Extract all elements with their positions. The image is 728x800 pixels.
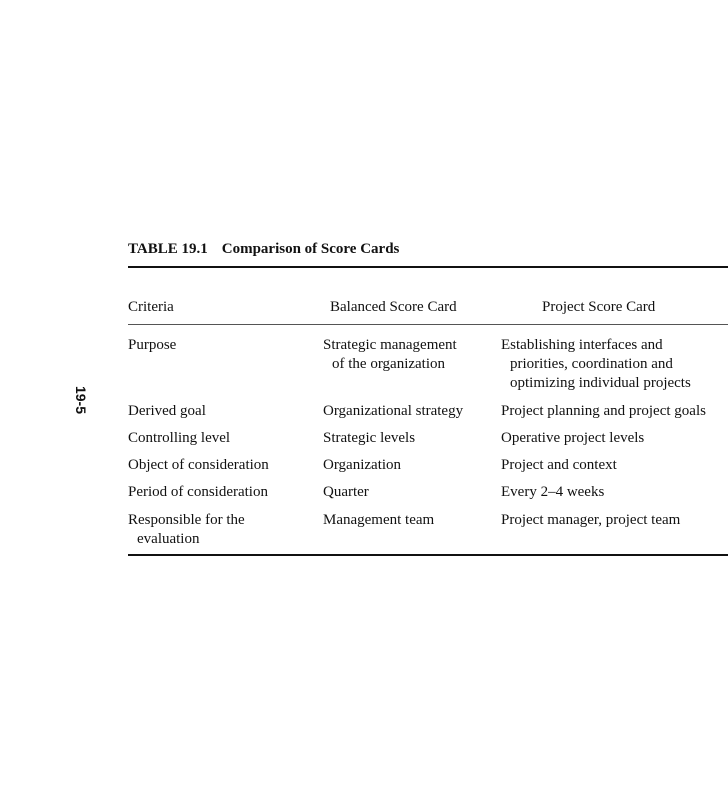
table-bottom-rule bbox=[128, 554, 728, 556]
criteria-cell: Controlling level bbox=[128, 430, 231, 446]
table-caption bbox=[128, 238, 728, 260]
table-title: Comparison of Score Cards bbox=[221, 241, 400, 257]
project-cell: Project planning and project goals bbox=[501, 403, 706, 419]
balanced-cell: Quarter bbox=[323, 484, 369, 500]
criteria-cell: Derived goal bbox=[128, 403, 206, 419]
criteria-cell: Object of consideration bbox=[128, 457, 269, 473]
balanced-cell: Organization bbox=[323, 457, 402, 473]
score-card-comparison-table bbox=[128, 238, 728, 547]
table-top-rule bbox=[128, 266, 728, 268]
header-project-score-card: Project Score Card bbox=[542, 299, 656, 315]
project-cell: Every 2–4 weeks bbox=[501, 484, 605, 500]
header-criteria: Criteria bbox=[128, 299, 174, 315]
criteria-cell: Period of consideration bbox=[128, 484, 268, 500]
balanced-cell: Strategic management of the organization bbox=[323, 337, 457, 372]
balanced-cell: Strategic levels bbox=[323, 430, 416, 446]
project-cell: Project manager, project team bbox=[501, 512, 681, 528]
criteria-cell: Purpose bbox=[128, 337, 177, 353]
balanced-cell: Organizational strategy bbox=[323, 403, 464, 419]
project-cell: Operative project levels bbox=[501, 430, 645, 446]
table-label: TABLE 19.1 bbox=[128, 241, 208, 257]
criteria-cell: Responsible for the evaluation bbox=[128, 512, 245, 547]
project-cell: Project and context bbox=[501, 457, 617, 473]
header-balanced-score-card: Balanced Score Card bbox=[330, 299, 457, 315]
balanced-cell: Management team bbox=[323, 512, 435, 528]
page-number: 19-5 bbox=[73, 385, 89, 415]
header-rule bbox=[128, 324, 728, 325]
project-cell: Establishing interfaces and priorities, coordination and optimizing individual projects bbox=[501, 337, 691, 391]
